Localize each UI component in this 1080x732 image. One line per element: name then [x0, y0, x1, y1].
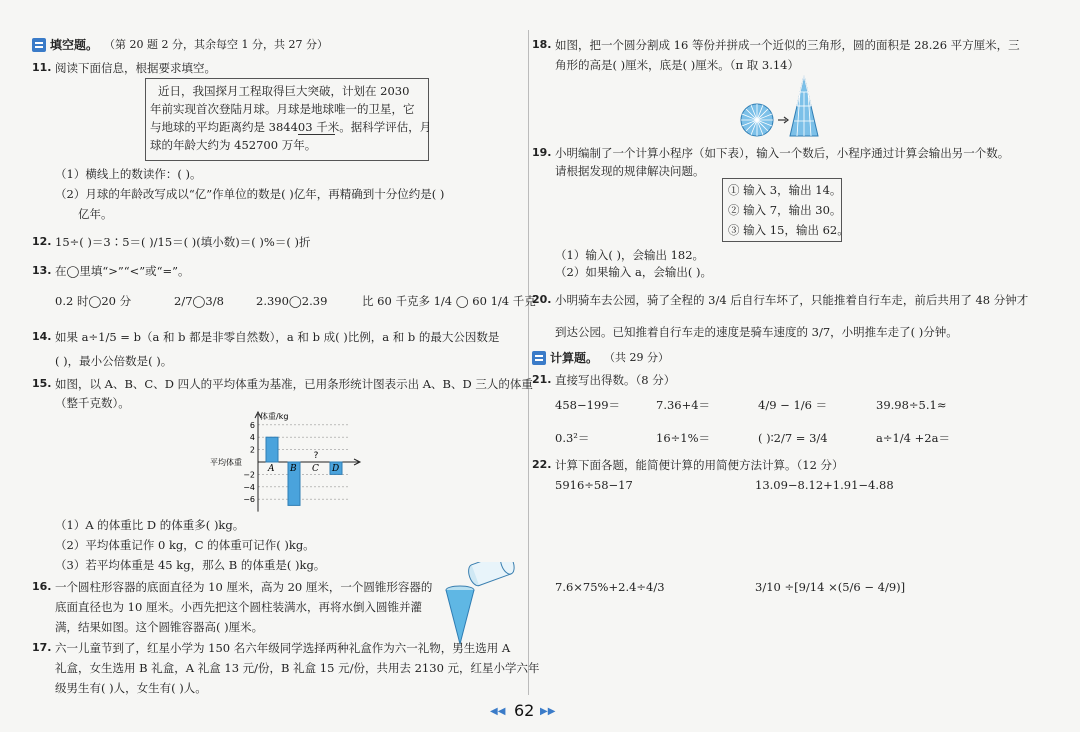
- next-page-icon: ▶▶: [540, 706, 556, 717]
- q22-item: 5916÷58−17: [555, 478, 633, 492]
- q13-item: 0.2 时◯20 分: [55, 294, 132, 308]
- cylinder-cone-illustration: [440, 562, 520, 652]
- q19-rule: ② 输入 7，输出 30。: [728, 203, 842, 217]
- weight-bar-chart: [206, 410, 366, 518]
- q16-number: 16.: [32, 580, 52, 593]
- tick-label: −6: [243, 495, 255, 505]
- q12-number: 12.: [32, 235, 52, 248]
- q15-part3: （3）若平均体重是 45 kg，那么 B 的体重是( )kg。: [55, 558, 326, 572]
- q20-text-cont: 到达公园。已知推着自行车走的速度是骑车速度的 3/7，小明推车走了( )分钟。: [555, 325, 958, 339]
- q17-number: 17.: [32, 641, 52, 654]
- q21-number: 21.: [532, 373, 552, 386]
- page-number: 62: [514, 701, 535, 720]
- q13-text: 在◯里填“>”“<”或“=”。: [55, 264, 190, 278]
- q15-text-cont: （整千克数）。: [55, 396, 130, 410]
- bar: [266, 437, 278, 462]
- q22-item: 3/10 ÷[9/14 ×(5/6 − 4/9)]: [755, 580, 906, 594]
- section-list-icon: [532, 351, 546, 365]
- unknown-marker: ?: [313, 451, 319, 461]
- q12-text: 15÷( )＝3∶5＝( )/15＝( )(填小数)＝( )%＝( )折: [55, 235, 311, 249]
- q16-line: 满，结果如图。这个圆锥容器高( )厘米。: [55, 620, 264, 634]
- q21-item: 458−199＝: [555, 398, 621, 412]
- q13-item: 2/7◯3/8: [174, 294, 224, 308]
- q19-rule: ③ 输入 15，输出 62。: [728, 223, 849, 237]
- q19-number: 19.: [532, 146, 552, 159]
- q14-text: 如果 a÷1/5 = b（a 和 b 都是非零自然数），a 和 b 成( )比例，a 和 b 的最大公因数是: [55, 330, 500, 344]
- section1-note: （第 20 题 2 分，其余每空 1 分，共 27 分）: [104, 38, 328, 51]
- q19-part2: （2）如果输入 a，会输出( )。: [555, 265, 712, 279]
- q18-text-cont: 角形的高是( )厘米，底是( )厘米。（π 取 3.14）: [555, 58, 799, 72]
- q13-item: 比 60 千克多 1/4 ◯ 60 1/4 千克: [362, 294, 536, 308]
- q11-box-line: 年前实现首次登陆月球。月球是地球唯一的卫星，它: [150, 102, 415, 116]
- q21-item: ( )∶2/7 = 3/4: [758, 431, 828, 445]
- y-axis-label: 体重/kg: [260, 412, 289, 421]
- q13-number: 13.: [32, 264, 52, 277]
- q17-line: 级男生有( )人，女生有( )人。: [55, 681, 207, 695]
- q21-text: 直接写出得数。（8 分）: [555, 373, 676, 387]
- tick-label: 4: [249, 433, 255, 443]
- q13-item: 2.390◯2.39: [256, 294, 328, 308]
- circle-to-triangle-illustration: [740, 72, 830, 142]
- q11-underline: [298, 134, 335, 135]
- q19-text: 小明编制了一个计算小程序（如下表），输入一个数后，小程序通过计算会输出另一个数。: [555, 146, 1010, 160]
- q21-item: a÷1/4 +2a＝: [876, 431, 950, 445]
- q21-item: 0.3²＝: [555, 431, 590, 445]
- q19-rule: ① 输入 3，输出 14。: [728, 183, 842, 197]
- q11-box-line: 球的年龄大约为 452700 万年。: [150, 138, 317, 152]
- q15-number: 15.: [32, 377, 52, 390]
- q21-item: 4/9 − 1/6 ＝: [758, 398, 828, 412]
- q19-text-cont: 请根据发现的规律解决问题。: [555, 164, 705, 178]
- category-label: B: [290, 464, 297, 474]
- category-label: A: [268, 464, 275, 474]
- q11-text: 阅读下面信息，根据要求填空。: [55, 61, 216, 75]
- q22-number: 22.: [532, 458, 552, 471]
- column-divider: [528, 30, 529, 695]
- q16-line: 一个圆柱形容器的底面直径为 10 厘米，高为 20 厘米，一个圆锥形容器的: [55, 580, 433, 594]
- q15-part2: （2）平均体重记作 0 kg，C 的体重可记作( )kg。: [55, 538, 315, 552]
- q22-item: 7.6×75%+2.4÷4/3: [555, 580, 665, 594]
- section2-note: （共 29 分）: [604, 351, 669, 364]
- q21-item: 7.36+4＝: [656, 398, 711, 412]
- section1-title: 填空题。: [50, 38, 99, 52]
- q11-box-line: 近日，我国探月工程取得巨大突破，计划在 2030: [158, 84, 410, 98]
- section-list-icon: [32, 38, 46, 52]
- tick-label: −4: [243, 482, 255, 492]
- q18-text: 如图，把一个圆分割成 16 等份并拼成一个近似的三角形，圆的面积是 28.26 平方厘米，三: [555, 38, 1020, 52]
- q18-number: 18.: [532, 38, 552, 51]
- q21-item: 39.98÷5.1≈: [876, 398, 947, 412]
- q20-text: 小明骑车去公园，骑了全程的 3/4 后自行车坏了，只能推着自行车走，前后共用了 48 分钟才: [555, 293, 1029, 307]
- prev-page-icon: ◀◀: [490, 706, 506, 717]
- q20-number: 20.: [532, 293, 552, 306]
- section2-title: 计算题。: [550, 351, 599, 365]
- q11-number: 11.: [32, 61, 52, 74]
- q22-item: 13.09−8.12+1.91−4.88: [755, 478, 894, 492]
- q22-text: 计算下面各题，能简便计算的用简便方法计算。（12 分）: [555, 458, 844, 472]
- q14-text-cont: ( )，最小公倍数是( )。: [55, 354, 173, 368]
- tick-label: 2: [249, 445, 255, 455]
- q11-part2: （2）月球的年龄改写成以“亿”作单位的数是( )亿年，再精确到十分位约是( ): [55, 187, 445, 201]
- q15-text: 如图，以 A、B、C、D 四人的平均体重为基准，已用条形统计图表示出 A、B、D 三人的体重: [55, 377, 533, 391]
- q14-number: 14.: [32, 330, 52, 343]
- q19-part1: （1）输入( )，会输出 182。: [555, 248, 705, 262]
- q17-line: 礼盒，女生选用 B 礼盒，A 礼盒 13 元/份，B 礼盒 15 元/份，共用去 2130 元，红星小学六年: [55, 661, 540, 675]
- baseline-label: 平均体重: [210, 458, 242, 467]
- tick-label: 6: [249, 420, 255, 430]
- category-label: C: [312, 464, 319, 474]
- q11-box-line: 与地球的平均距离约是 384403 千米。据科学评估，月: [150, 120, 432, 134]
- q16-line: 底面直径也为 10 厘米。小西先把这个圆柱装满水，再将水倒入圆锥并灌: [55, 600, 422, 614]
- q21-item: 16÷1%＝: [656, 431, 711, 445]
- q11-part1: （1）横线上的数读作：( )。: [55, 167, 202, 181]
- category-label: D: [332, 464, 340, 474]
- tick-label: −2: [243, 470, 255, 480]
- q17-line: 六一儿童节到了，红星小学为 150 名六年级同学选择两种礼盒作为六一礼物，男生选用 A: [55, 641, 511, 655]
- q15-part1: （1）A 的体重比 D 的体重多( )kg。: [55, 518, 245, 532]
- q11-part2-cont: 亿年。: [78, 207, 113, 221]
